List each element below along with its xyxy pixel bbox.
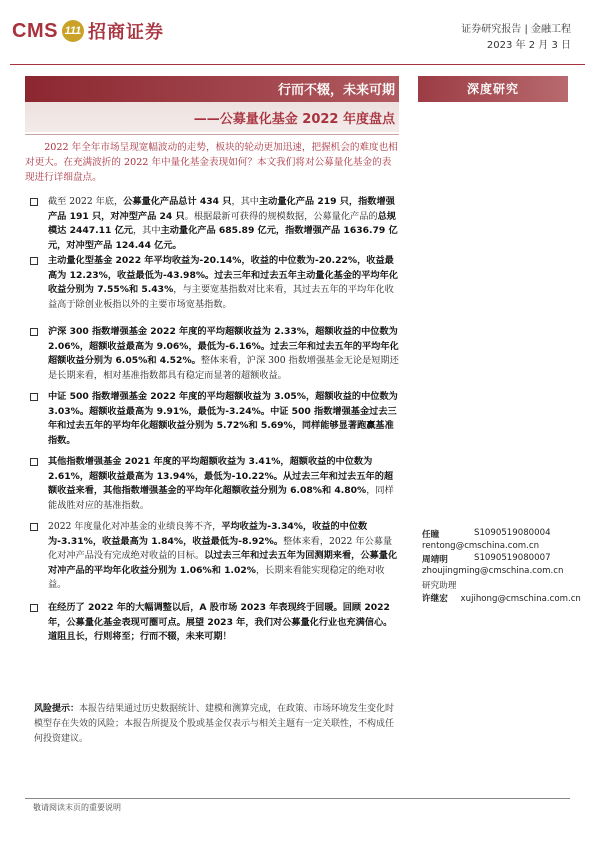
bullet-plain: 2022 年度量化对冲基金的业绩良莠不齐， bbox=[48, 521, 222, 532]
report-title: 行而不辍，未来可期 bbox=[277, 83, 395, 98]
bullet-emphasis: 中证 500 指数增强基金 2022 年度的平均超额收益为 3.05%，超额收益的中位数为 3.03%。超额收益最高为 9.91%，最低为-3.24%。中证 500 指数增强基金过去三年和过去五年的平均年化超额收益分别为 5.72%和 5.69%，同样能够显著跑赢基准指数。 bbox=[48, 391, 398, 446]
bullet-plain: ，与主要宽基指数对比来看，其过去五年的平均年化收益高于除创业板指以外的主要市场宽基指数。 bbox=[48, 284, 394, 310]
bullet-emphasis: 公募量化产品总计 434 只 bbox=[123, 196, 232, 207]
bullet-plain: ，其中 bbox=[133, 225, 161, 236]
report-type-label: 深度研究 bbox=[418, 76, 568, 102]
report-subtitle: ——公募量化基金 2022 年度盘点 bbox=[193, 112, 395, 127]
bullet-emphasis: 沪深 300 指数增强基金 2022 年度的平均超额收益为 2.33%，超额收益的中位数为 2.06%，超额收益最高为 9.06%，最低为-6.16%。过去三年和过去五年的平均年化超额收益分别为 6.05%和 4.52%。 bbox=[48, 326, 399, 366]
analyst-name: 任瞳 bbox=[422, 530, 440, 540]
assistant-label: 研究助理 bbox=[422, 581, 457, 591]
intro-paragraph: 2022 年全年市场呈现宽幅波动的走势，板块的轮动更加迅速，把握机会的难度也相对更大。在充满波折的 2022 年中量化基金表现如何？本文我们将对公募量化基金的表现进行详细盘点。 bbox=[25, 142, 398, 183]
bullet-emphasis: 以过去三年和过去五年为回测期来看，公募量化对冲产品的平均年化收益分别为 1.06%和 1.02% bbox=[48, 550, 398, 576]
analyst-name: 周靖明 bbox=[422, 555, 448, 565]
bullet-plain: ，长期来看能实现稳定的绝对收益。 bbox=[48, 564, 385, 590]
bullet-box-icon bbox=[30, 393, 38, 401]
summary-bullet-6 bbox=[30, 520, 400, 593]
analyst-2 bbox=[422, 553, 551, 565]
summary-bullet-1 bbox=[30, 195, 400, 253]
bullet-text bbox=[48, 455, 400, 513]
bullet-emphasis: 其他指数增强基金 2021 年度的平均超额收益为 3.41%，超额收益的中位数为 2.61%，超额收益最高为 13.94%，最低为-10.22%。从过去三年和过去五年的超额收益来看，其他指数增强基金的平均年化超额收益分别为 6.08%和 4.80% bbox=[48, 456, 394, 496]
summary-bullet-7 bbox=[30, 601, 400, 645]
bullet-plain: ，其中 bbox=[231, 196, 259, 207]
risk-disclosure bbox=[34, 702, 402, 747]
bullet-plain: 整体来看，沪深 300 指数增强基金无论是短期还是长期来看，相对基准指数都具有稳定而显著的超额收益。 bbox=[48, 355, 399, 381]
bullet-emphasis: 主动量化型基金 2022 年平均收益为-20.14%，收益的中位数为-20.22%，收益最高为 12.23%，收益最低为-43.98%。过去三年和过去五年主动量化基金的平均年化收益分别为 7.55%和 5.43% bbox=[48, 255, 398, 295]
report-date: 2023 年 2 月 3 日 bbox=[486, 40, 571, 51]
logo-mark-icon: 111 bbox=[62, 20, 84, 42]
bullet-plain: 。根据最新可获得的规模数据，公募量化产品的 bbox=[184, 210, 378, 222]
footer-divider bbox=[25, 798, 570, 799]
bullet-box-icon bbox=[30, 198, 38, 206]
analyst-cert-code: S1090519080007 bbox=[474, 553, 551, 563]
analyst-1-email[interactable]: rentong@cmschina.com.cn bbox=[422, 541, 540, 551]
bullet-text bbox=[48, 325, 400, 383]
logo-chinese-text: 招商证券 bbox=[87, 22, 164, 43]
bullet-emphasis: 总规模达 2447.11 亿元 bbox=[48, 210, 396, 236]
header-divider bbox=[10, 64, 585, 65]
bullet-text bbox=[48, 390, 400, 448]
summary-bullet-2 bbox=[30, 254, 400, 312]
bullet-emphasis: 主动量化产品 219 只，指数增强产品 191 只，对冲型产品 24 只 bbox=[48, 196, 395, 222]
summary-bullet-4 bbox=[30, 390, 400, 448]
bullet-box-icon bbox=[30, 604, 38, 612]
bullet-box-icon bbox=[30, 328, 38, 336]
bullet-emphasis: 平均收益为-3.34%，收益的中位数为-3.31%，收益最高为 1.84%，收益最低为-8.92%。 bbox=[48, 521, 368, 547]
bullet-text bbox=[48, 601, 400, 645]
analyst-2-email[interactable]: zhoujingming@cmschina.com.cn bbox=[422, 566, 564, 576]
bullet-text bbox=[48, 520, 400, 593]
bullet-emphasis: 主动量化产品 685.89 亿元，指数增强产品 1636.79 亿元，对冲型产品 124.44 亿元。 bbox=[48, 225, 398, 251]
bullet-box-icon bbox=[30, 257, 38, 265]
bullet-plain: ，同样能战胜对应的基准指数。 bbox=[48, 485, 394, 511]
company-logo bbox=[12, 18, 164, 44]
footer-note: 敬请阅读末页的重要说明 bbox=[33, 803, 121, 812]
bullet-plain: 整体来看，2022 年公募量化对冲产品没有完成绝对收益的目标。 bbox=[48, 535, 393, 561]
analyst-cert-code: S1090519080004 bbox=[474, 528, 551, 538]
analyst-1 bbox=[422, 528, 551, 540]
risk-label: 风险提示： bbox=[34, 704, 80, 714]
summary-bullet-3 bbox=[30, 325, 400, 383]
bullet-text bbox=[48, 195, 400, 253]
summary-bullet-5 bbox=[30, 455, 400, 513]
bullet-emphasis: 在经历了 2022 年的大幅调整以后，A 股市场 2023 年表现终于回暖。回顾 2022 年，公募量化基金表现可圈可点。展望 2023 年，我们对公募量化行业也充满信心。道阻且长，行则将至；行而不辍，未来可期！ bbox=[48, 602, 393, 642]
assistant bbox=[422, 592, 581, 604]
title-rule bbox=[25, 134, 399, 135]
bullet-box-icon bbox=[30, 523, 38, 531]
assistant-name: 许继宏 bbox=[422, 594, 448, 604]
report-category: 证券研究报告 | 金融工程 bbox=[461, 24, 571, 35]
bullet-box-icon bbox=[30, 458, 38, 466]
logo-cms-text: CMS bbox=[12, 19, 58, 42]
bullet-plain: 截至 2022 年底， bbox=[48, 196, 124, 207]
assistant-email[interactable]: xujihong@cmschina.com.cn bbox=[460, 594, 581, 604]
bullet-text bbox=[48, 254, 400, 312]
risk-text: 本报告结果通过历史数据统计、建模和测算完成，在政策、市场环境发生变化时模型存在失效的风险；本报告所提及个股或基金仅表示与相关主题有一定关联性，不构成任何投资建议。 bbox=[34, 704, 395, 744]
